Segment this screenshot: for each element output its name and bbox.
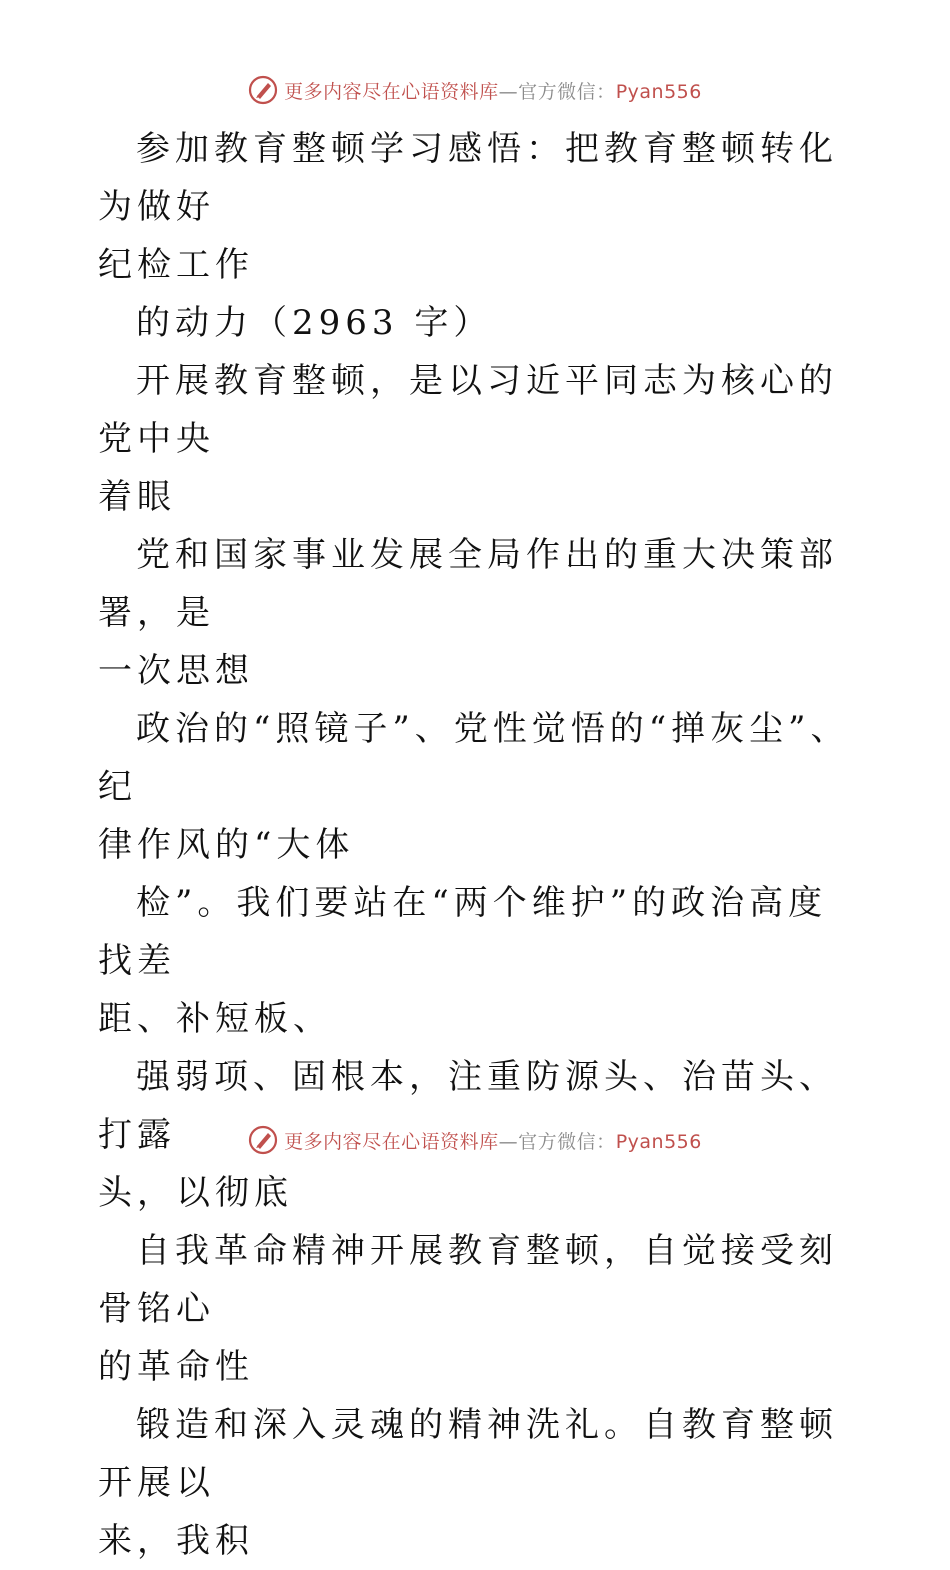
text-line: 自我革命精神开展教育整顿，自觉接受刻骨铭心 (98, 1231, 838, 1329)
watermark-id: Pyan556 (615, 80, 702, 103)
watermark-dash: — (498, 80, 519, 103)
text-line: 律作风的“大体 (98, 825, 355, 865)
text-line: 参加教育整顿学习感悟：把教育整顿转化为做好 (98, 129, 838, 227)
text-line: 头，以彻底 (98, 1173, 293, 1213)
watermark-dash: — (498, 1130, 519, 1153)
text-line: 党和国家事业发展全局作出的重大决策部署，是 (98, 535, 838, 633)
document-body (98, 120, 858, 1570)
text-line: 距、补短板、 (98, 999, 332, 1039)
watermark-label: 官方微信： (518, 1130, 616, 1153)
text-line: 的动力（2963 字） (136, 303, 493, 343)
pen-logo-icon (248, 75, 278, 105)
header-watermark (0, 70, 950, 110)
footer-watermark (0, 1120, 950, 1160)
watermark-label: 官方微信： (518, 80, 616, 103)
text-line: 的革命性 (98, 1347, 254, 1387)
watermark-id: Pyan556 (615, 1130, 702, 1153)
text-line: 纪检工作 (98, 245, 254, 285)
text-line: 来，我积 (98, 1521, 254, 1561)
pen-logo-icon (248, 1125, 278, 1155)
text-line: 政治的“照镜子”、党性觉悟的“掸灰尘”、纪 (98, 709, 850, 807)
text-line: 检”。我们要站在“两个维护”的政治高度找差 (98, 883, 828, 981)
text-line: 强弱项、固根本，注重防源头、治苗头、打露 (98, 1057, 838, 1155)
text-line: 开展教育整顿，是以习近平同志为核心的党中央 (98, 361, 838, 459)
watermark-main: 更多内容尽在心语资料库 (284, 1130, 499, 1153)
watermark-text (284, 77, 702, 104)
watermark-main: 更多内容尽在心语资料库 (284, 80, 499, 103)
text-line: 一次思想 (98, 651, 254, 691)
text-line: 锻造和深入灵魂的精神洗礼。自教育整顿开展以 (98, 1405, 838, 1503)
text-line: 着眼 (98, 477, 176, 517)
watermark-text (284, 1127, 702, 1154)
